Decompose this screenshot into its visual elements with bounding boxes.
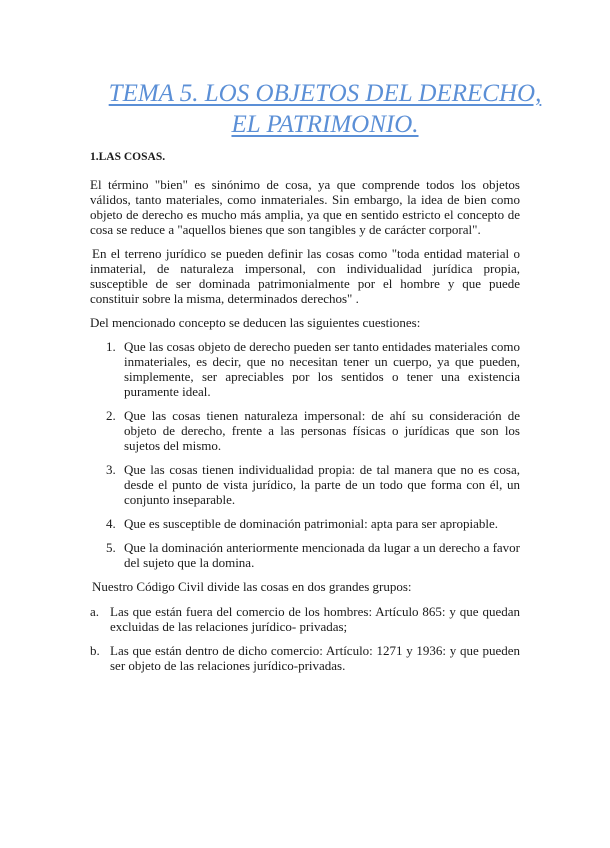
list-item-text: Las que están fuera del comercio de los hombres: Artículo 865: y que quedan excluidas de las relaciones jurídico- privadas;	[110, 604, 520, 634]
lettered-list	[90, 604, 520, 673]
document-title	[60, 78, 590, 140]
list-letter: b.	[90, 643, 100, 658]
list-item-text: Que las cosas objeto de derecho pueden ser tanto entidades materiales como inmateriales, es decir, que no necesitan tener un cuerpo, ya que pueden, simplemente, ser apreciables por los sentidos o tener una existencia puramente ideal.	[124, 339, 520, 399]
list-number: 1.	[106, 339, 116, 354]
list-number: 2.	[106, 408, 116, 423]
title-line-1: TEMA 5. LOS OBJETOS DEL DERECHO,	[108, 80, 542, 107]
list-item	[90, 339, 520, 399]
list-item	[90, 408, 520, 453]
numbered-list	[90, 339, 520, 570]
list-item	[90, 604, 520, 634]
paragraph: Del mencionado concepto se deducen las siguientes cuestiones:	[90, 315, 421, 330]
list-item	[90, 540, 520, 570]
title-line-2: EL PATRIMONIO.	[231, 111, 419, 138]
section-heading: 1.LAS COSAS.	[90, 151, 166, 163]
paragraph: Nuestro Código Civil divide las cosas en dos grandes grupos:	[92, 579, 412, 594]
paragraph: El término "bien" es sinónimo de cosa, ya que comprende todos los objetos válidos, tanto materiales, como inmateriales. Sin embargo, la idea de bien como objeto de derecho es mucho más amplia, ya que en sentido estricto el concepto de cosa se reduce a "aquellos bienes que son tangibles y de carácter corporal".	[90, 177, 520, 237]
list-number: 4.	[106, 516, 116, 531]
list-item-text: Las que están dentro de dicho comercio: Artículo: 1271 y 1936: y que pueden ser objeto de las relaciones jurídico-privadas.	[110, 643, 520, 673]
list-item-text: Que la dominación anteriormente mencionada da lugar a un derecho a favor del sujeto que la domina.	[124, 540, 520, 570]
document-body	[90, 150, 520, 682]
list-letter: a.	[90, 604, 100, 619]
list-item-text: Que es susceptible de dominación patrimonial: apta para ser apropiable.	[124, 516, 498, 531]
list-item-text: Que las cosas tienen naturaleza impersonal: de ahí su consideración de objeto de derecho, frente a las personas físicas o jurídicas que son los sujetos del mismo.	[124, 408, 520, 453]
list-item-text: Que las cosas tienen individualidad propia: de tal manera que no es cosa, desde el punto de vista jurídico, la parte de un todo que forma con él, un conjunto inseparable.	[124, 462, 520, 507]
paragraph: En el terreno jurídico se pueden definir las cosas como "toda entidad material o inmaterial, de naturaleza impersonal, con individualidad jurídica propia, susceptible de ser dominada patrimonialmente por el hombre y que puede constituir sobre la misma, determinados derechos" .	[90, 246, 520, 306]
list-item	[90, 516, 520, 531]
list-number: 5.	[106, 540, 116, 555]
list-item	[90, 462, 520, 507]
list-item	[90, 643, 520, 673]
list-number: 3.	[106, 462, 116, 477]
